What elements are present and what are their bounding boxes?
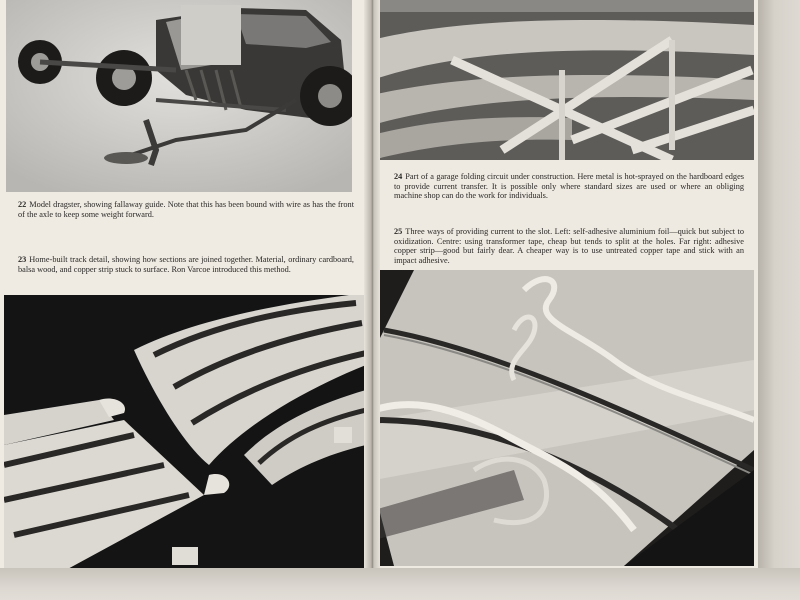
page-edge xyxy=(758,0,800,600)
caption-23-text: Home-built track detail, showing how sections are joined together. Material, ordinary cardboard, balsa wood, and copper strip stuck to surface. Ron Varcoe introduced this method. xyxy=(18,255,354,274)
caption-23-number: 23 xyxy=(18,255,27,264)
caption-25 xyxy=(394,227,744,265)
caption-23 xyxy=(18,255,354,274)
left-page xyxy=(0,0,372,574)
photo-home-built-track xyxy=(4,295,366,571)
caption-24-number: 24 xyxy=(394,172,403,181)
book-gutter xyxy=(364,0,380,574)
caption-22-number: 22 xyxy=(18,200,27,209)
caption-22-text: Model dragster, showing fallaway guide. Note that this has been bound with wire as has the front of the axle to keep some weight forward. xyxy=(18,200,354,219)
caption-24 xyxy=(394,172,744,201)
caption-24-text: Part of a garage folding circuit under construction. Here metal is hot-sprayed on the hardboard edges to provide current transfer. It is possible only where standard sizes are used or where an obliging machine shop can do the work for individuals. xyxy=(394,172,744,201)
photo-copper-strip-track xyxy=(374,270,754,566)
right-page xyxy=(372,0,758,568)
caption-22 xyxy=(18,200,354,219)
caption-25-number: 25 xyxy=(394,227,403,236)
table-surface xyxy=(0,568,800,600)
caption-25-text: Three ways of providing current to the slot. Left: self-adhesive aluminium foil—quick but subject to oxidization. Centre: using transformer tape, cheap but tends to split at the holes. Far right: adhesive copper strip—good but fairly dear. A cheaper way is to use untreated copper tape and stick with an impact adhesive. xyxy=(394,227,744,265)
photo-garage-circuit xyxy=(372,0,754,160)
photo-dragster xyxy=(6,0,352,192)
